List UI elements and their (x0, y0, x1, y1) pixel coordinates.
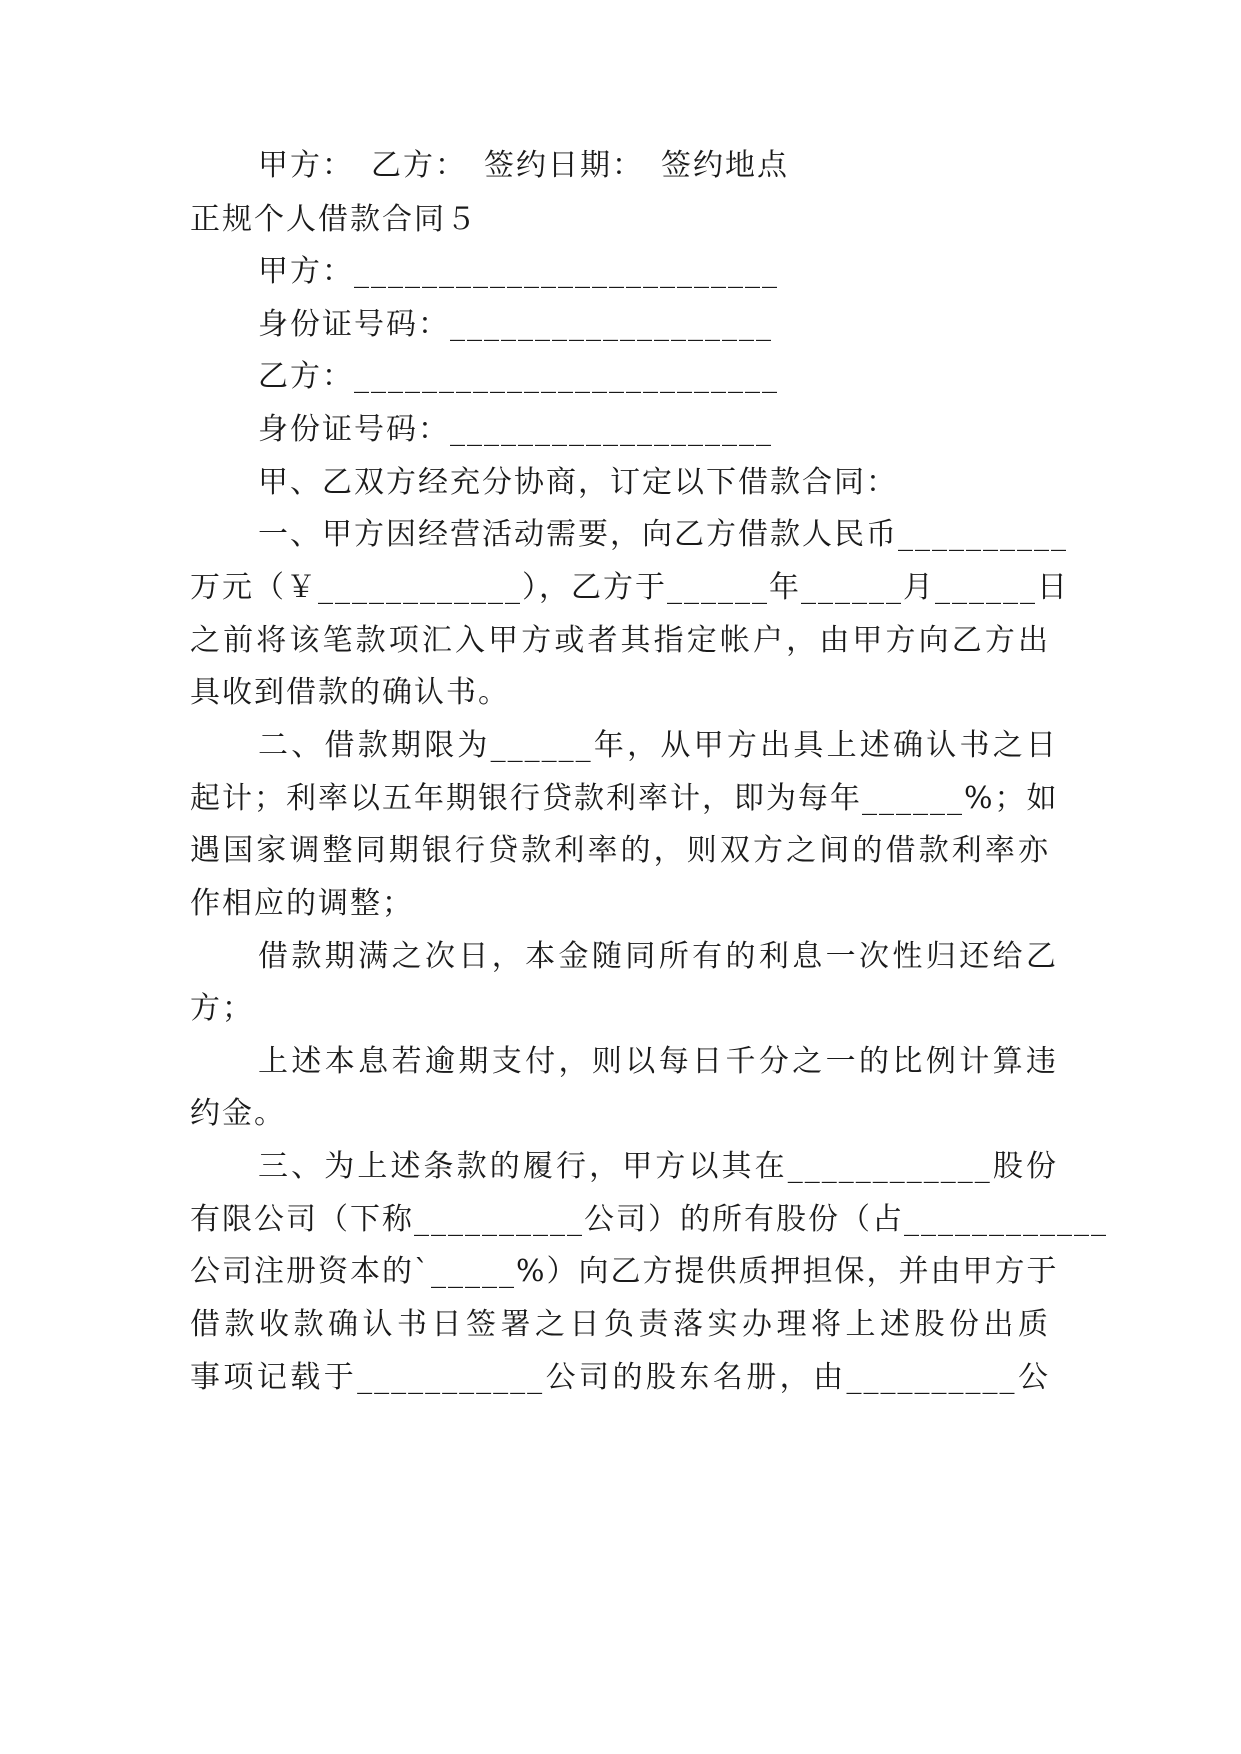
clause-2-line-3: 遇国家调整同期银行贷款利率的，则双方之间的借款利率亦 (190, 833, 1050, 868)
clause-3-line-4: 借款收款确认书日签署之日负责落实办理将上述股份出质 (190, 1307, 1050, 1342)
repayment-line-2: 方； (190, 991, 254, 1026)
clause-1-line-3: 之前将该笔款项汇入甲方或者其指定帐户，由甲方向乙方出 (190, 623, 1050, 658)
clause-3-line-5: 事项记载于___________公司的股东名册，由__________公 (190, 1360, 1050, 1395)
clause-1-line-2: 万元（￥____________），乙方于______年______月______日 (190, 570, 1069, 605)
clause-3-line-2: 有限公司（下称__________公司）的所有股份（占____________ (190, 1202, 1108, 1237)
party-a-id-field: 身份证号码：___________________ (258, 307, 773, 342)
clause-3-line-3: 公司注册资本的`_____%）向乙方提供质押担保，并由甲方于 (190, 1254, 1059, 1289)
clause-1-line-4: 具收到借款的确认书。 (190, 675, 510, 710)
party-b-field: 乙方：_________________________ (258, 359, 779, 394)
penalty-line-1: 上述本息若逾期支付，则以每日千分之一的比例计算违 (258, 1044, 1058, 1079)
clause-3-line-1: 三、为上述条款的履行，甲方以其在____________股份 (258, 1149, 1058, 1184)
signature-line: 甲方： 乙方： 签约日期： 签约地点 (258, 148, 789, 183)
repayment-line-1: 借款期满之次日，本金随同所有的利息一次性归还给乙 (258, 939, 1058, 974)
clause-2-line-1: 二、借款期限为______年，从甲方出具上述确认书之日 (258, 728, 1058, 763)
clause-2-line-2: 起计；利率以五年期银行贷款利率计，即为每年______%；如 (190, 781, 1059, 816)
preamble: 甲、乙双方经充分协商，订定以下借款合同： (258, 465, 898, 500)
party-a-field: 甲方：_________________________ (258, 254, 779, 289)
contract-title: 正规个人借款合同５ (190, 202, 478, 237)
penalty-line-2: 约金。 (190, 1096, 286, 1131)
party-b-id-field: 身份证号码：___________________ (258, 412, 773, 447)
clause-2-line-4: 作相应的调整； (190, 886, 414, 921)
clause-1-line-1: 一、甲方因经营活动需要，向乙方借款人民币__________ (258, 517, 1068, 552)
